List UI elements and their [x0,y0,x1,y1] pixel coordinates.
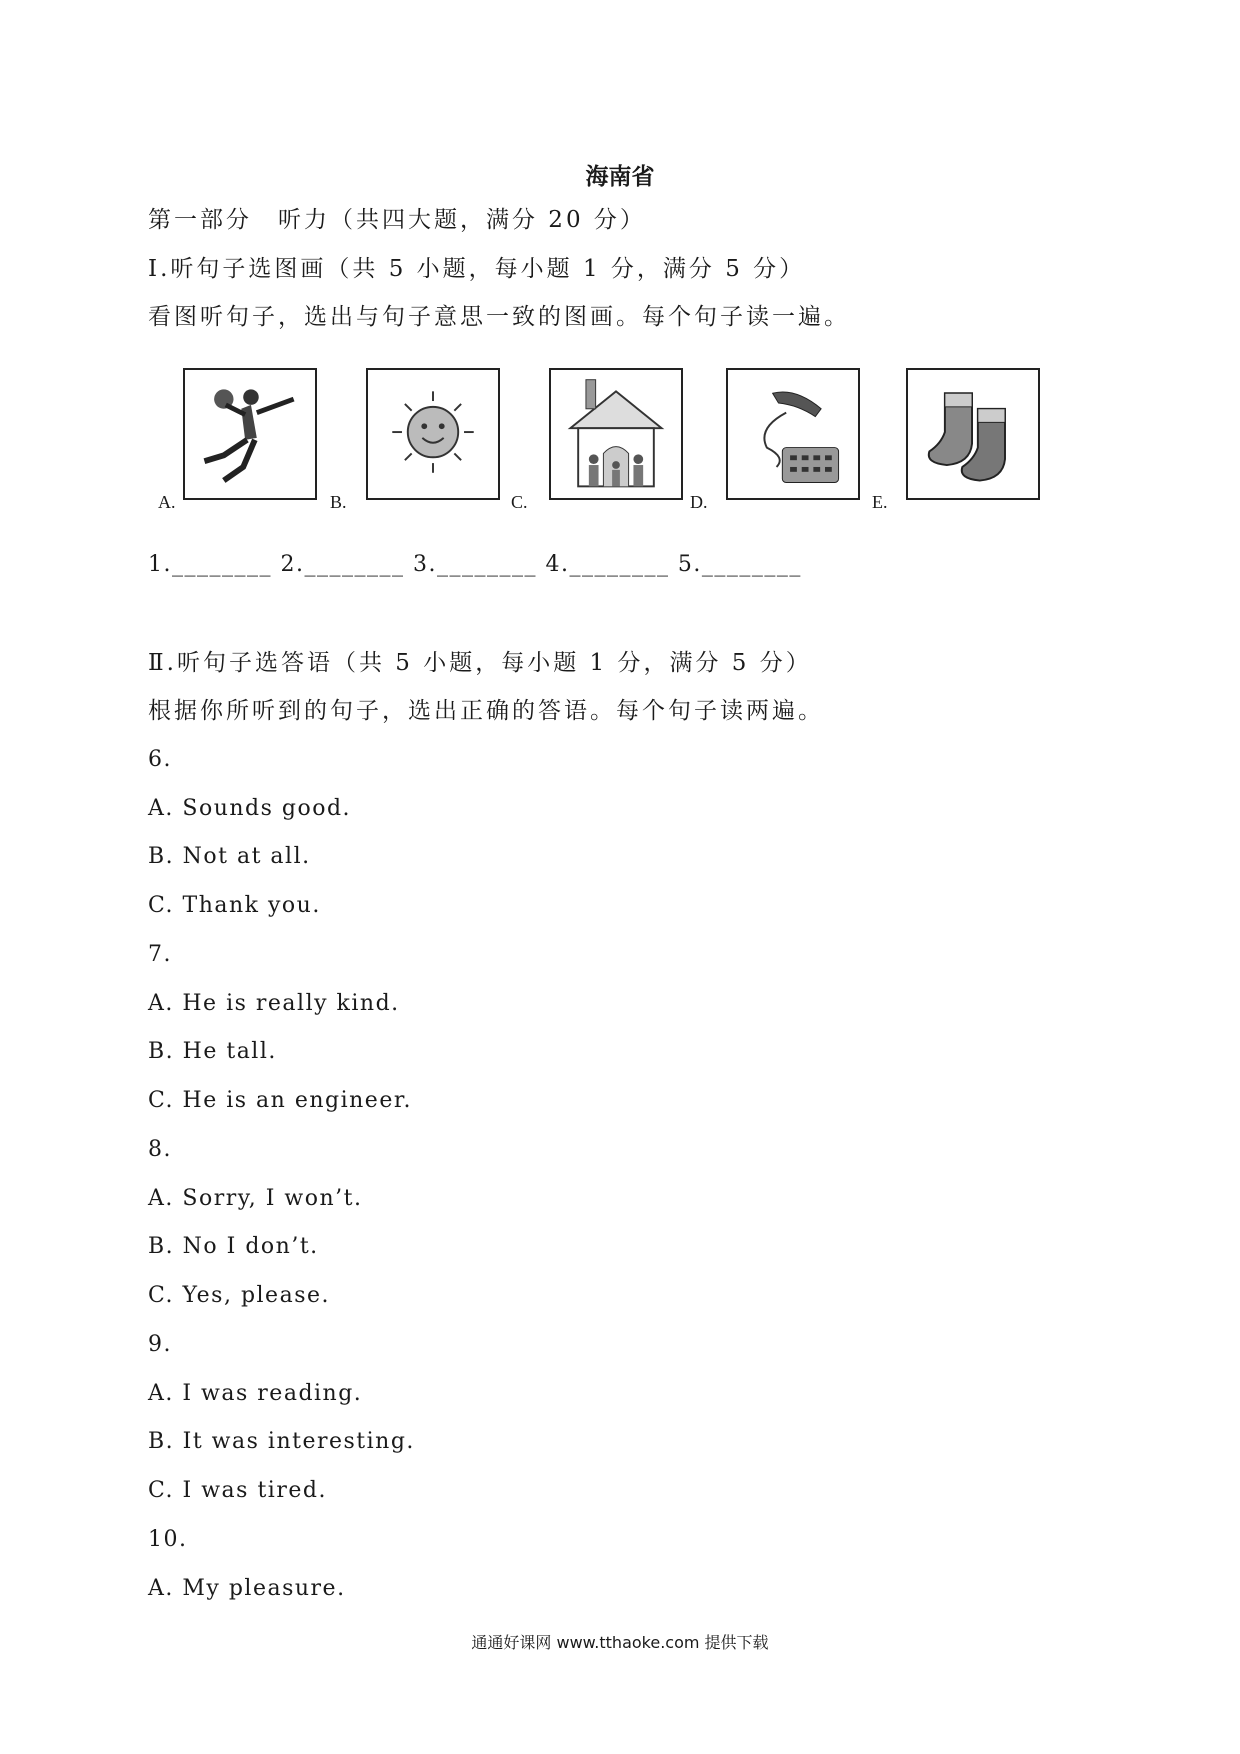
option-text: A. He is really kind. [148,991,400,1016]
picture-d [726,368,860,500]
option-text: B. It was interesting. [148,1429,415,1454]
option-text: A. Sorry, I won’t. [148,1186,363,1211]
option-text: A. Sounds good. [148,796,352,821]
option-text: C. He is an engineer. [148,1088,412,1113]
option-text: B. No I don’t. [148,1234,319,1259]
picture-letter-b: B. [330,492,347,512]
question-number: 6. [148,747,172,772]
page-footer: 通通好课网 www.tthaoke.com 提供下载 [471,1633,769,1652]
family-house-icon [551,370,681,498]
option-text: B. He tall. [148,1039,277,1064]
part-heading: 第一部分 听力（共四大题，满分 20 分） [148,207,646,233]
section2-heading: Ⅱ.听句子选答语（共 5 小题，每小题 1 分，满分 5 分） [148,650,812,676]
socks-icon [908,370,1038,498]
option-text: C. I was tired. [148,1478,327,1503]
picture-letter-a: A. [158,492,176,512]
picture-letter-d: D. [690,492,708,512]
option-text: C. Thank you. [148,893,321,918]
option-text: C. Yes, please. [148,1283,330,1308]
section2-instruction: 根据你所听到的句子，选出正确的答语。每个句子读两遍。 [148,698,824,724]
picture-c [549,368,683,500]
question-number: 7. [148,942,172,967]
basketball-player-icon [185,370,315,498]
question-number: 8. [148,1137,172,1162]
question-number: 10. [148,1527,188,1552]
question-number: 9. [148,1332,172,1357]
sun-icon [368,370,498,498]
picture-letter-e: E. [872,492,888,512]
answer-blanks: 1.________ 2.________ 3.________ 4.________ 5.________ [148,552,802,577]
picture-letter-c: C. [511,492,528,512]
picture-b [366,368,500,500]
page-title: 海南省 [585,164,655,190]
section1-instruction: 看图听句子，选出与句子意思一致的图画。每个句子读一遍。 [148,304,850,330]
picture-a [183,368,317,500]
option-text: A. My pleasure. [148,1576,346,1601]
picture-e [906,368,1040,500]
option-text: B. Not at all. [148,844,311,869]
section1-heading: I.听句子选图画（共 5 小题，每小题 1 分，满分 5 分） [148,256,806,282]
option-text: A. I was reading. [148,1381,363,1406]
telephone-icon [728,370,858,498]
